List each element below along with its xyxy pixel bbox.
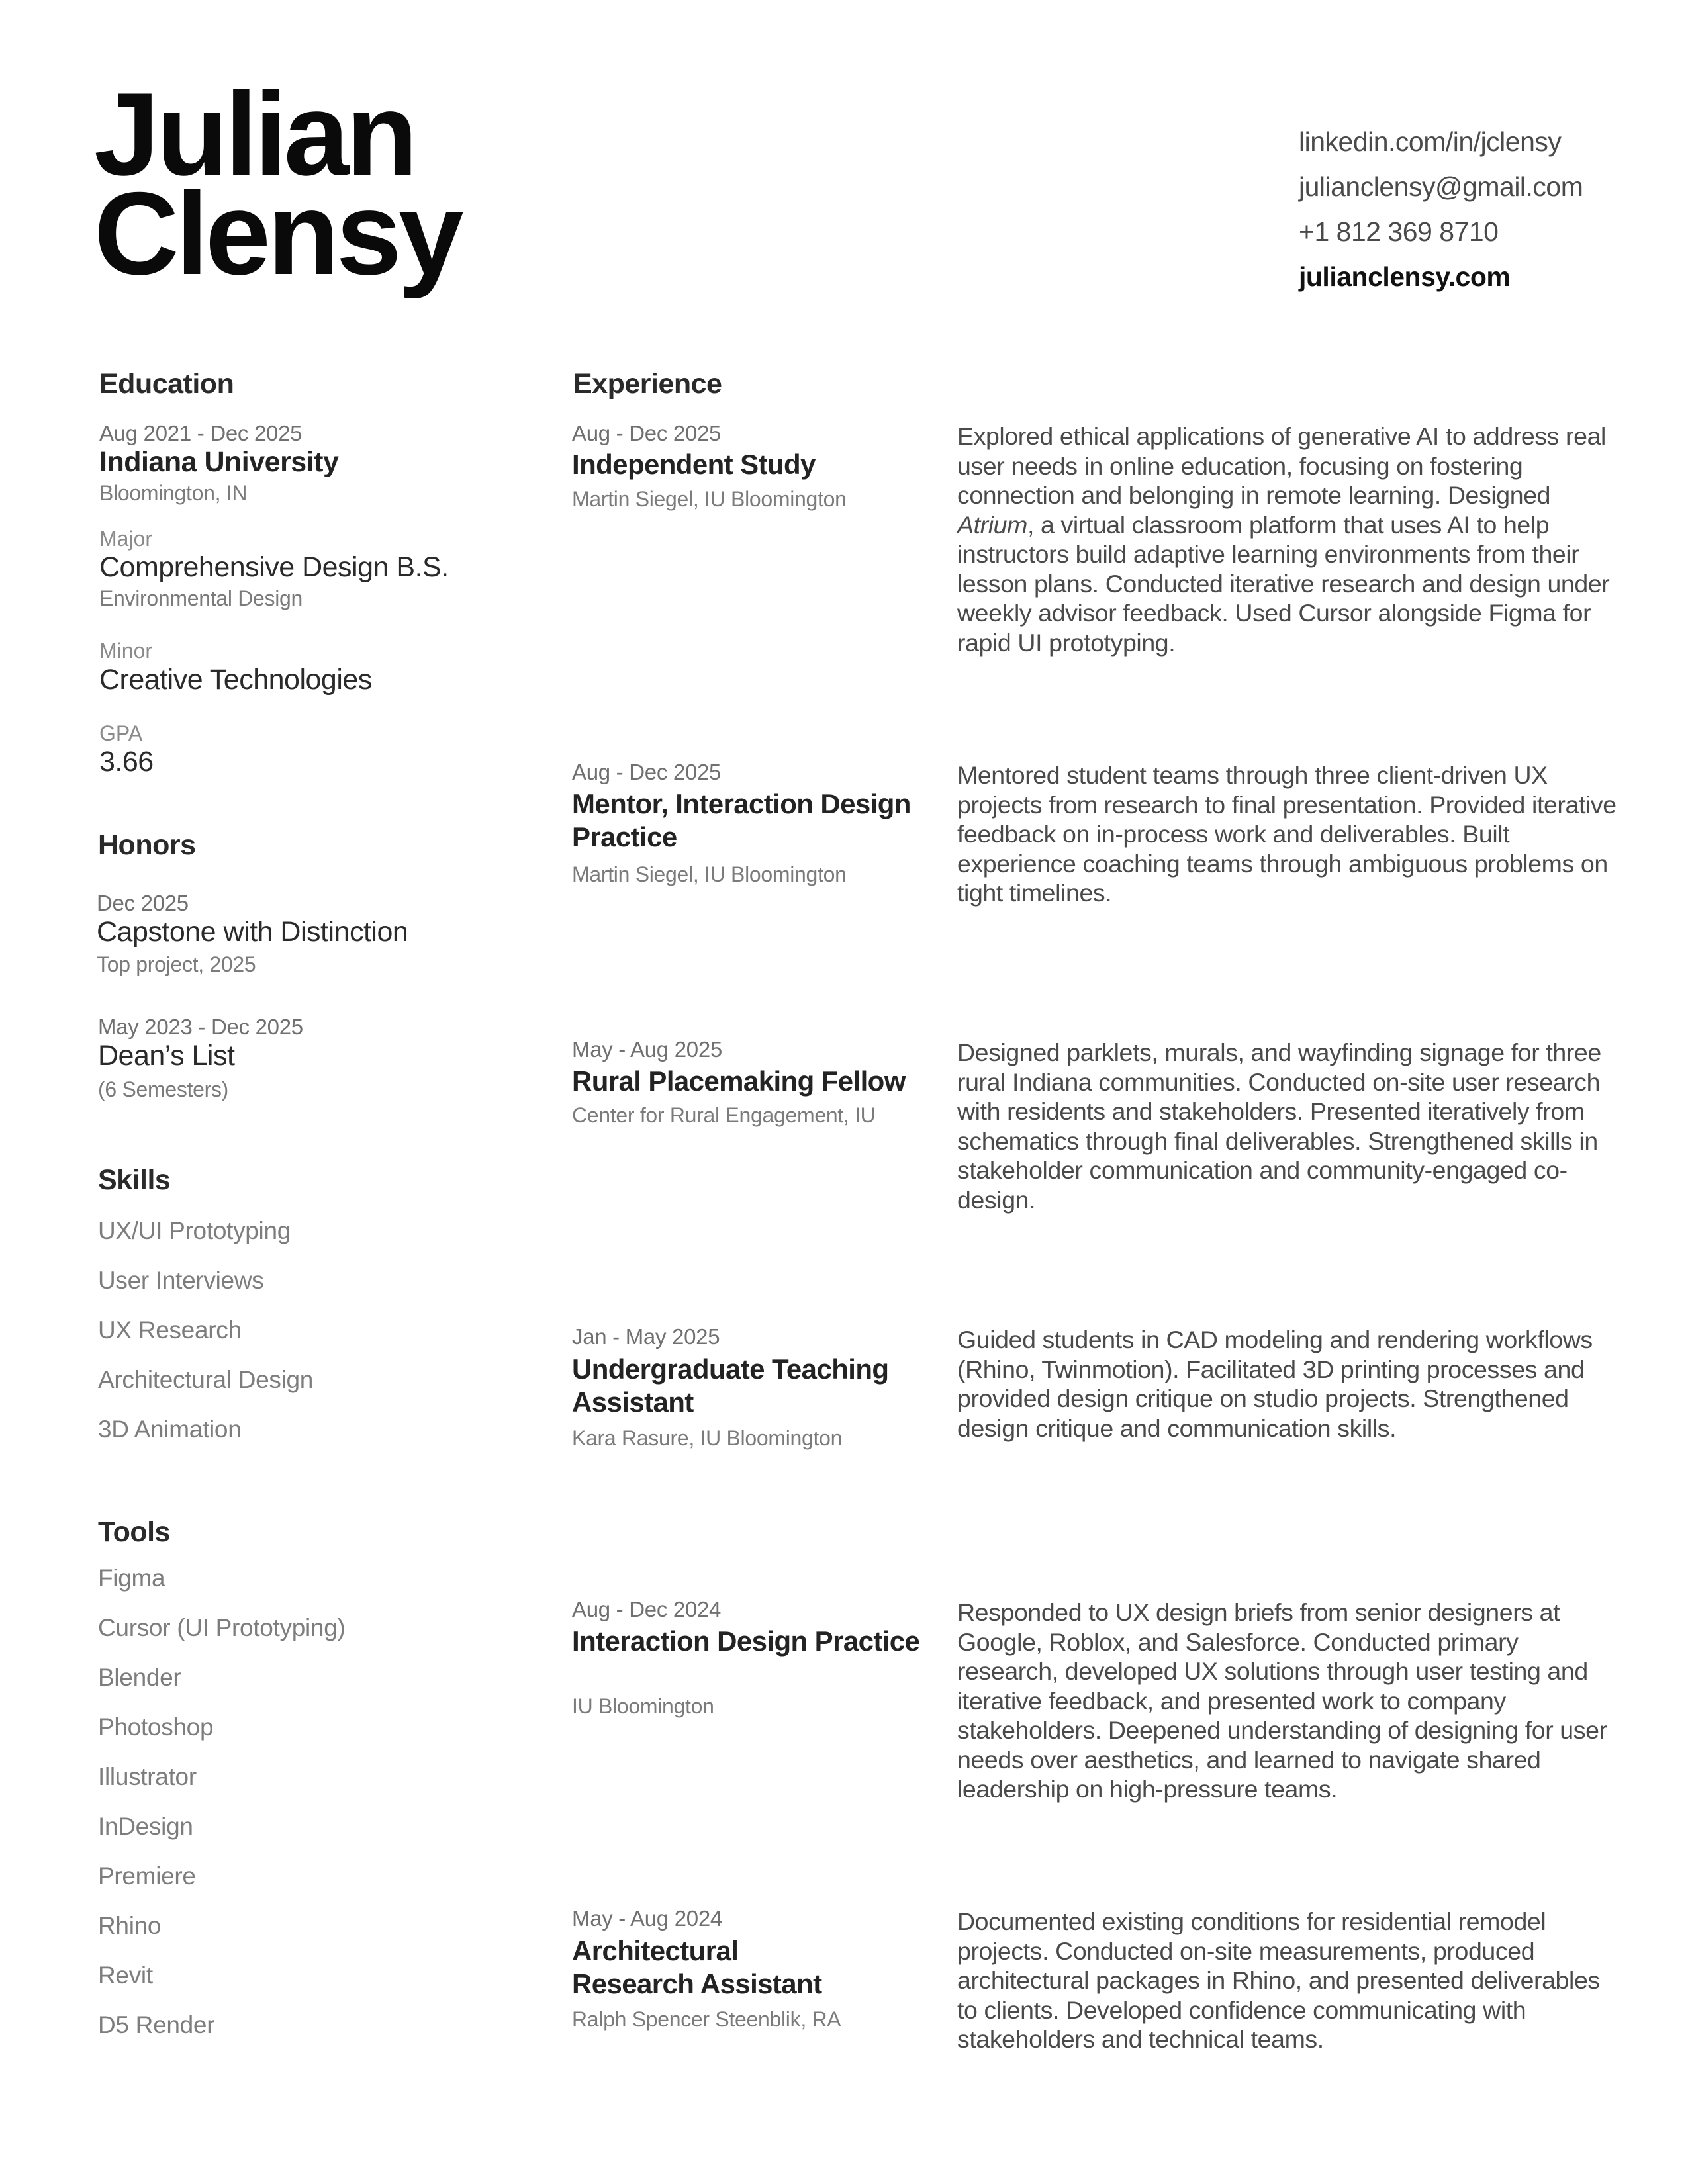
honor-title: Dean’s List (98, 1040, 235, 1071)
project-name: Atrium (957, 510, 1027, 539)
tool-item: Rhino (98, 1912, 162, 1939)
experience-org: Kara Rasure, IU Bloomington (572, 1426, 843, 1450)
skill-item: UX Research (98, 1316, 242, 1343)
major-value: Comprehensive Design B.S. (99, 551, 449, 583)
experience-org: Martin Siegel, IU Bloomington (572, 487, 847, 511)
major-subfield: Environmental Design (99, 586, 303, 610)
tool-item: Figma (98, 1565, 165, 1592)
honor-detail: (6 Semesters) (98, 1077, 229, 1101)
education-heading: Education (99, 368, 234, 400)
experience-role: Rural Placemaking Fellow (572, 1066, 906, 1097)
experience-date: May - Aug 2025 (572, 1037, 722, 1062)
tool-item: Blender (98, 1664, 181, 1691)
linkedin-link[interactable]: linkedin.com/in/jclensy (1299, 126, 1562, 157)
tool-item: InDesign (98, 1813, 193, 1840)
tool-item: Cursor (UI Prototyping) (98, 1614, 346, 1641)
education-dates: Aug 2021 - Dec 2025 (99, 421, 303, 445)
experience-date: Jan - May 2025 (572, 1324, 720, 1349)
tool-item: Revit (98, 1962, 153, 1989)
phone-number[interactable]: +1 812 369 8710 (1299, 216, 1499, 247)
experience-description: Explored ethical applications of generative AI to address real user needs in online education, focusing on fostering connection and belonging in remote learning. Designed Atrium, a virtual classroom platform that uses AI to help instructors build adaptive learning environments from their lesson plans. Conducted iterative research and design under weekly advisor feedback. Used Cursor alongside Figma for rapid UI prototyping. (957, 422, 1610, 657)
skill-item: Architectural Design (98, 1366, 314, 1393)
gpa-label: GPA (99, 721, 143, 745)
experience-org: Martin Siegel, IU Bloomington (572, 862, 847, 886)
honors-heading: Honors (98, 829, 196, 861)
honor-date: Dec 2025 (97, 891, 189, 915)
experience-date: Aug - Dec 2025 (572, 421, 722, 445)
skills-heading: Skills (98, 1164, 171, 1196)
skill-item: User Interviews (98, 1267, 264, 1294)
first-name: Julian (94, 68, 415, 200)
experience-role: Independent Study (572, 449, 816, 480)
experience-description: Designed parklets, murals, and wayfinding signage for three rural Indiana communities. Conducted on-site user research with residents and stakeholders. Presented iteratively from schematics through final deliverables. Strengthened skills in stakeholder communication and community-engaged co-design. (957, 1038, 1601, 1214)
tool-item: Illustrator (98, 1763, 197, 1790)
experience-date: Aug - Dec 2025 (572, 760, 722, 784)
school-location: Bloomington, IN (99, 481, 248, 505)
skill-item: UX/UI Prototyping (98, 1217, 291, 1244)
tools-heading: Tools (98, 1516, 170, 1548)
experience-role: Undergraduate Teaching Assistant (572, 1353, 889, 1418)
tool-item: Photoshop (98, 1713, 214, 1741)
experience-role: Interaction Design Practice (572, 1625, 920, 1657)
experience-org: Center for Rural Engagement, IU (572, 1103, 876, 1127)
experience-date: May - Aug 2024 (572, 1906, 722, 1931)
experience-heading: Experience (573, 368, 722, 400)
experience-description: Guided students in CAD modeling and rendering workflows (Rhino, Twinmotion). Facilitated 3D printing processes and provided design critique on studio projects. Strengthened design critique and communication skills. (957, 1326, 1593, 1442)
honor-title: Capstone with Distinction (97, 916, 408, 948)
last-name: Clensy (94, 167, 461, 299)
experience-date: Aug - Dec 2024 (572, 1597, 722, 1621)
experience-description: Mentored student teams through three client-driven UX projects from research to final presentation. Provided iterative feedback on in-process work and deliverables. Built experience coaching teams through ambiguous problems on tight timelines. (957, 761, 1617, 907)
candidate-name (94, 68, 461, 299)
experience-org: Ralph Spencer Steenblik, RA (572, 2007, 841, 2031)
tool-item: Premiere (98, 1862, 196, 1889)
contact-block (1299, 119, 1583, 299)
experience-role: Mentor, Interaction Design Practice (572, 788, 911, 852)
major-label: Major (99, 527, 153, 551)
minor-value: Creative Technologies (99, 664, 372, 696)
website-link[interactable]: julianclensy.com (1299, 261, 1511, 292)
email-link[interactable]: julianclensy@gmail.com (1299, 171, 1583, 202)
minor-label: Minor (99, 639, 153, 662)
experience-role: Architectural Research Assistant (572, 1935, 822, 1999)
skill-item: 3D Animation (98, 1416, 242, 1443)
experience-description: Documented existing conditions for residential remodel projects. Conducted on-site measurements, produced architectural packages in Rhino, and presented deliverables to clients. Developed confidence communicating with stakeholders and technical teams. (957, 1907, 1600, 2053)
tool-item: D5 Render (98, 2011, 215, 2038)
experience-org: IU Bloomington (572, 1694, 714, 1718)
experience-description: Responded to UX design briefs from senior designers at Google, Roblox, and Salesforce. Conducted primary research, developed UX solutions through user testing and iterative feedback, and presented work to company stakeholders. Deepened understanding of designing for user needs over aesthetics, and learned to navigate shared leadership on high-pressure teams. (957, 1598, 1607, 1803)
school-name: Indiana University (99, 446, 339, 478)
honor-date: May 2023 - Dec 2025 (98, 1015, 303, 1039)
honor-detail: Top project, 2025 (97, 952, 256, 976)
gpa-value: 3.66 (99, 746, 154, 778)
